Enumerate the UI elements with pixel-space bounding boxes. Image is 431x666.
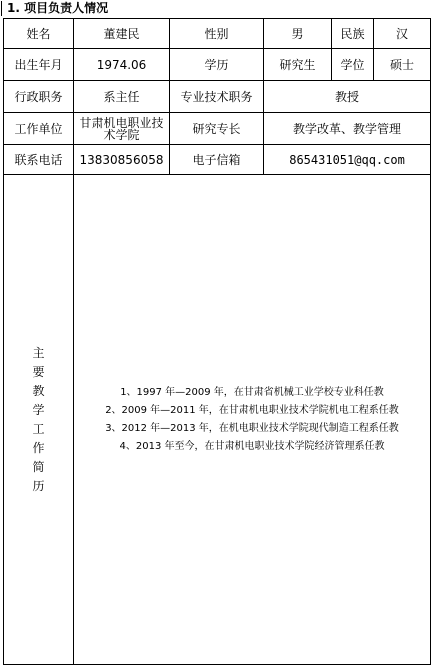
row-resume [4, 175, 431, 665]
name-value: 董建民 [74, 19, 170, 49]
degree-value: 硕士 [374, 49, 431, 81]
education-value: 研究生 [264, 49, 332, 81]
gender-value: 男 [264, 19, 332, 49]
admin-position-value: 系主任 [74, 81, 170, 113]
resume-line: 2、2009 年—2011 年，在甘肃机电职业技术学院机电工程系任教 [105, 404, 399, 416]
email-value: 865431051@qq.com [264, 145, 431, 175]
resume-line: 3、2012 年—2013 年，在机电职业技术学院现代制造工程系任教 [105, 422, 399, 434]
birth-value: 1974.06 [74, 49, 170, 81]
principal-info-table [3, 18, 431, 665]
professional-title-label: 专业技术职务 [170, 81, 264, 113]
phone-value: 13830856058 [74, 145, 170, 175]
gender-label: 性别 [170, 19, 264, 49]
email-label: 电子信箱 [170, 145, 264, 175]
resume-label-cell [4, 175, 74, 665]
workplace-label: 工作单位 [4, 113, 74, 145]
research-specialty-value: 教学改革、教学管理 [264, 113, 431, 145]
professional-title-value: 教授 [264, 81, 431, 113]
ethnicity-label: 民族 [332, 19, 374, 49]
row-basic [4, 19, 431, 49]
resume-content [74, 175, 431, 665]
row-work [4, 113, 431, 145]
row-contact [4, 145, 431, 175]
resume-label: 主要教学工作简历 [32, 345, 45, 493]
resume-line: 4、2013 年至今，在甘肃机电职业技术学院经济管理系任教 [119, 440, 385, 452]
research-specialty-label: 研究专长 [170, 113, 264, 145]
name-label: 姓名 [4, 19, 74, 49]
education-label: 学历 [170, 49, 264, 81]
admin-position-label: 行政职务 [4, 81, 74, 113]
ethnicity-value: 汉 [374, 19, 431, 49]
workplace-value: 甘肃机电职业技术学院 [74, 113, 170, 145]
row-positions [4, 81, 431, 113]
birth-label: 出生年月 [4, 49, 74, 81]
degree-label: 学位 [332, 49, 374, 81]
resume-line: 1、1997 年—2009 年，在甘肃省机械工业学校专业科任教 [120, 386, 384, 398]
phone-label: 联系电话 [4, 145, 74, 175]
row-education [4, 49, 431, 81]
section-title: 1. 项目负责人情况 [7, 1, 109, 15]
